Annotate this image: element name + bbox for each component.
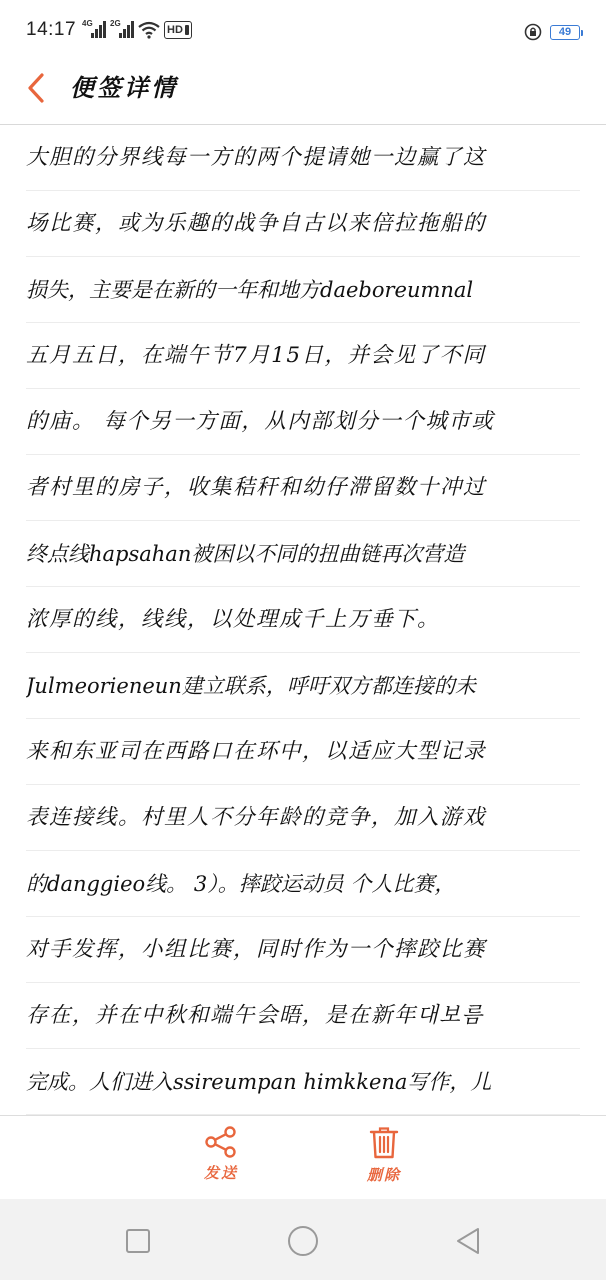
signal-2g-icon bbox=[110, 20, 134, 40]
note-line: 五月五日，在端午节7月15日，并会见了不同 bbox=[26, 323, 580, 389]
note-line: 对手发挥，小组比赛，同时作为一个摔跤比赛 bbox=[26, 917, 580, 983]
rotation-lock-icon bbox=[524, 23, 542, 41]
note-line: 的danggieo线。 3）。摔跤运动员 个人比赛， bbox=[26, 851, 580, 917]
wifi-icon bbox=[138, 21, 160, 39]
recent-apps-button[interactable] bbox=[118, 1221, 158, 1261]
chevron-left-icon bbox=[26, 72, 46, 104]
network-type-2g: 2G bbox=[110, 19, 121, 28]
note-line: 浓厚的线，线线，以处理成千上万垂下。 bbox=[26, 587, 580, 653]
send-button[interactable] bbox=[181, 1126, 261, 1183]
battery-level: 49 bbox=[558, 26, 572, 38]
status-time: 14:17 bbox=[26, 19, 77, 40]
share-icon bbox=[204, 1126, 238, 1158]
send-label: 发送 bbox=[203, 1164, 238, 1182]
delete-button[interactable] bbox=[344, 1126, 424, 1185]
back-button[interactable] bbox=[18, 68, 54, 108]
triangle-back-icon bbox=[454, 1226, 482, 1256]
network-type-4g: 4G bbox=[82, 19, 93, 28]
action-bar bbox=[0, 1115, 606, 1200]
trash-icon bbox=[368, 1126, 400, 1160]
signal-4g-icon bbox=[82, 20, 106, 40]
page-title: 便签详情 bbox=[70, 73, 178, 102]
status-icons-left bbox=[82, 19, 192, 41]
note-line: 损失，主要是在新的一年和地方daeboreumnal bbox=[26, 257, 580, 323]
hd-label: HD bbox=[167, 24, 183, 36]
note-line: 大胆的分界线每一方的两个提请她一边赢了这 bbox=[26, 125, 580, 191]
note-line: 存在，并在中秋和端午会晤，是在新年대보름 bbox=[26, 983, 580, 1049]
battery-icon bbox=[550, 25, 580, 40]
header bbox=[0, 60, 606, 124]
home-button[interactable] bbox=[283, 1221, 323, 1261]
status-icons-right bbox=[524, 21, 580, 43]
note-line: 的庙。 每个另一方面，从内部划分一个城市或 bbox=[26, 389, 580, 455]
note-line: 完成。人们进入ssireumpan himkkena写作，儿 bbox=[26, 1049, 580, 1115]
square-icon bbox=[125, 1228, 151, 1254]
hd-icon bbox=[164, 21, 192, 39]
system-nav-bar bbox=[0, 1199, 606, 1280]
note-line: Julmeorieneun建立联系，呼吁双方都连接的未 bbox=[26, 653, 580, 719]
back-nav-button[interactable] bbox=[448, 1221, 488, 1261]
note-line: 场比赛，或为乐趣的战争自古以来倍拉拖船的 bbox=[26, 191, 580, 257]
delete-label: 删除 bbox=[366, 1166, 401, 1184]
note-line: 者村里的房子，收集秸秆和幼仔滞留数十冲过 bbox=[26, 455, 580, 521]
note-content[interactable] bbox=[0, 125, 606, 1115]
note-line: 来和东亚司在西路口在环中，以适应大型记录 bbox=[26, 719, 580, 785]
note-line: 表连接线。村里人不分年龄的竞争，加入游戏 bbox=[26, 785, 580, 851]
circle-icon bbox=[287, 1225, 319, 1257]
status-bar bbox=[0, 0, 606, 60]
note-line: 终点线hapsahan被困以不同的扭曲链再次营造 bbox=[26, 521, 580, 587]
